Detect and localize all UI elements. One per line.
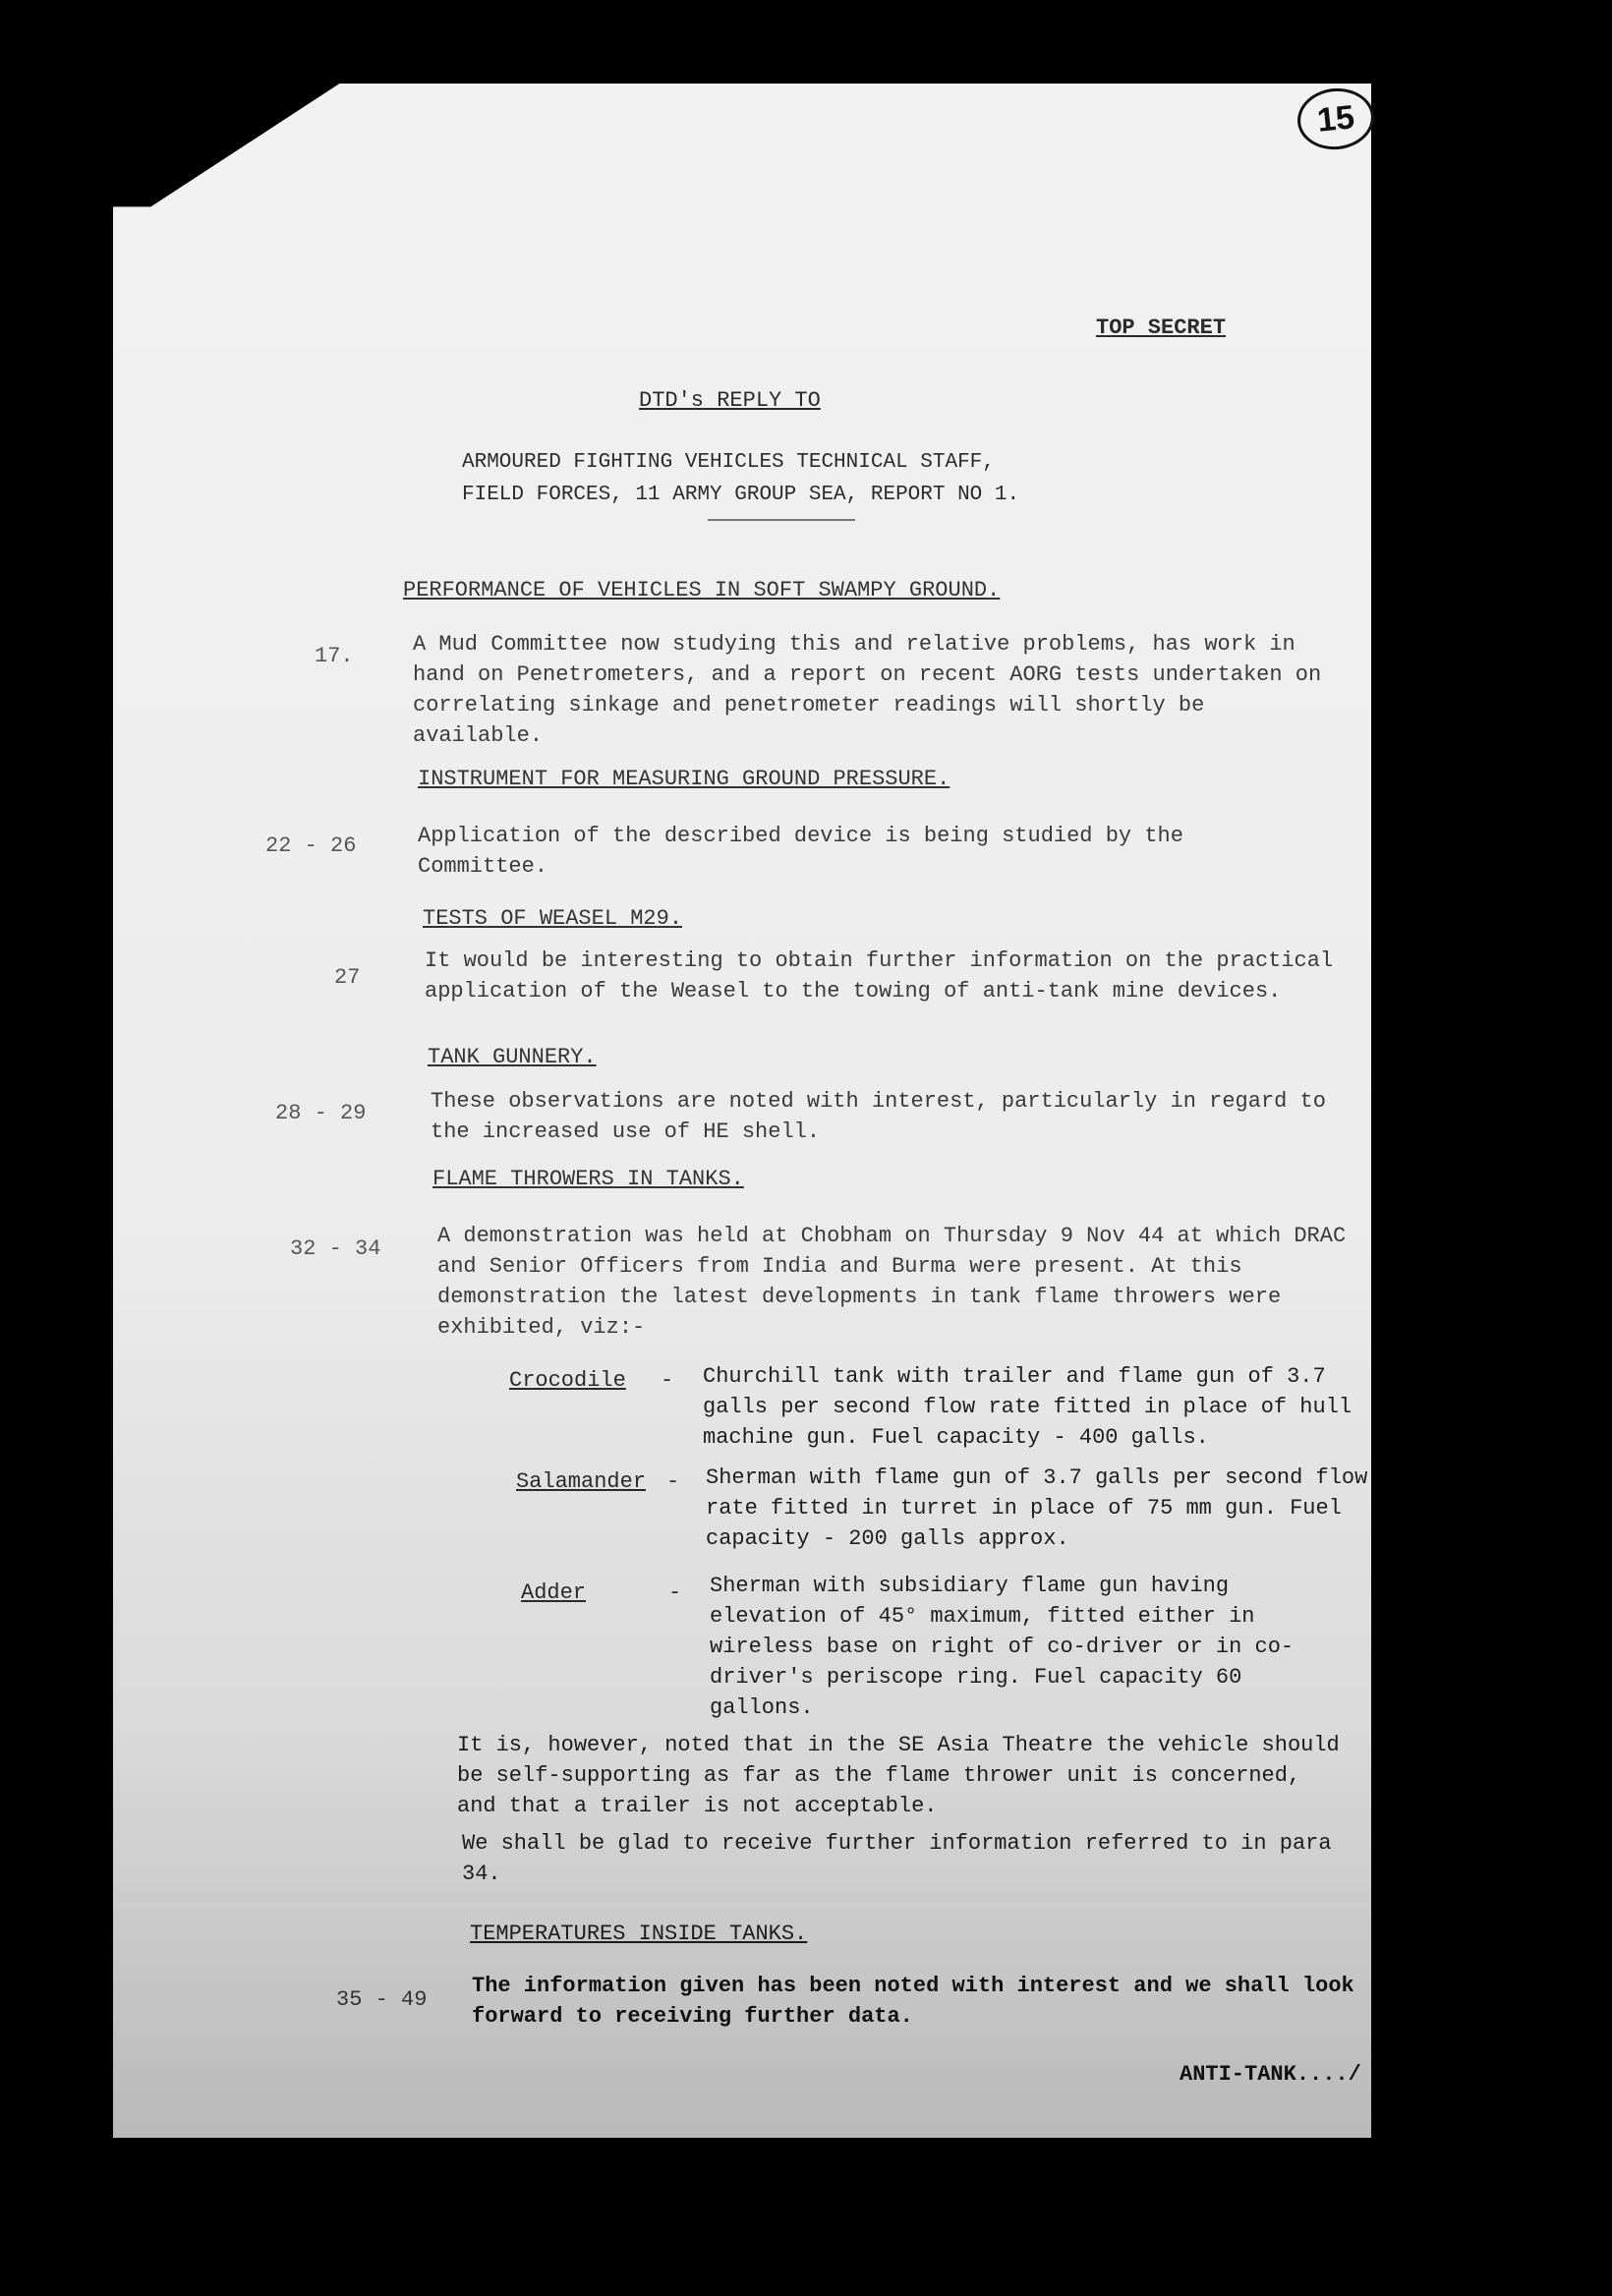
section-heading-ground-pressure: INSTRUMENT FOR MEASURING GROUND PRESSURE. — [418, 767, 950, 791]
folio-number: 15 — [1295, 85, 1377, 153]
reply-title: DTD's REPLY TO — [639, 388, 821, 413]
para-number-22-26: 22 - 26 — [265, 833, 357, 858]
flamethrower-desc-crocodile: Churchill tank with trailer and flame gun of 3.7 galls per second flow rate fitted in place of hull machine gun. Fuel capacity - 400 galls. — [703, 1364, 1353, 1450]
para-text-35-49: The information given has been noted with interest and we shall look forward to receiving further data. — [472, 1974, 1354, 2029]
para-number-27: 27 — [334, 965, 361, 990]
title-rule — [708, 519, 855, 521]
flame-note-1: It is, however, noted that in the SE Asia Theatre the vehicle should be self-supporting as far as the flame thrower unit is concerned, and that a trailer is not acceptable. — [457, 1733, 1340, 1818]
flamethrower-name-crocodile: Crocodile — [509, 1368, 626, 1393]
para-text-32-34: A demonstration was held at Chobham on Thursday 9 Nov 44 at which DRAC and Senior Officers from India and Burma were present. At this demonstration the latest developments in tank flame throwers were exhibited, viz:- — [437, 1224, 1347, 1340]
flamethrower-dash-salamander: - — [666, 1469, 680, 1494]
catchword: ANTI-TANK..../ — [1180, 2062, 1361, 2087]
flamethrower-name-salamander: Salamander — [516, 1469, 647, 1494]
para-text-17: A Mud Committee now studying this and relative problems, has work in hand on Penetrometers, and a report on recent AORG tests undertaken on correlating sinkage and penetrometer readings will shortly be available. — [413, 632, 1322, 748]
section-heading-weasel: TESTS OF WEASEL M29. — [423, 906, 683, 931]
subtitle-line-2: FIELD FORCES, 11 ARMY GROUP SEA, REPORT NO 1. — [462, 484, 1020, 506]
para-number-35-49: 35 - 49 — [336, 1987, 428, 2012]
flamethrower-desc-adder: Sherman with subsidiary flame gun having elevation of 45° maximum, fitted either in wireless base on right of co-driver or in co-driver's periscope ring. Fuel capacity 60 gallons. — [710, 1574, 1295, 1720]
para-number-32-34: 32 - 34 — [290, 1236, 381, 1261]
section-heading-temperatures: TEMPERATURES INSIDE TANKS. — [470, 1922, 808, 1946]
para-number-17: 17. — [315, 644, 354, 668]
para-number-28-29: 28 - 29 — [275, 1101, 367, 1125]
flamethrower-dash-crocodile: - — [661, 1368, 674, 1393]
flamethrower-desc-salamander: Sherman with flame gun of 3.7 galls per second flow rate fitted in turret in place of 75 mm gun. Fuel capacity - 200 galls approx. — [706, 1465, 1368, 1551]
section-heading-flame-throwers: FLAME THROWERS IN TANKS. — [432, 1167, 744, 1191]
section-heading-tank-gunnery: TANK GUNNERY. — [428, 1045, 597, 1069]
para-text-22-26: Application of the described device is being studied by the Committee. — [418, 824, 1183, 879]
flamethrower-name-adder: Adder — [521, 1580, 587, 1605]
classification-marking: TOP SECRET — [1096, 316, 1227, 340]
para-text-27: It would be interesting to obtain further information on the practical application of the Weasel to the towing of anti-tank mine devices. — [425, 948, 1334, 1004]
para-text-28-29: These observations are noted with interest, particularly in regard to the increased use of HE shell. — [431, 1089, 1326, 1144]
subtitle-line-1: ARMOURED FIGHTING VEHICLES TECHNICAL STAFF, — [462, 451, 995, 474]
flame-note-2: We shall be glad to receive further information referred to in para 34. — [462, 1831, 1332, 1886]
flamethrower-dash-adder: - — [668, 1580, 682, 1605]
section-heading-soft-ground: PERFORMANCE OF VEHICLES IN SOFT SWAMPY GROUND. — [403, 578, 1001, 603]
